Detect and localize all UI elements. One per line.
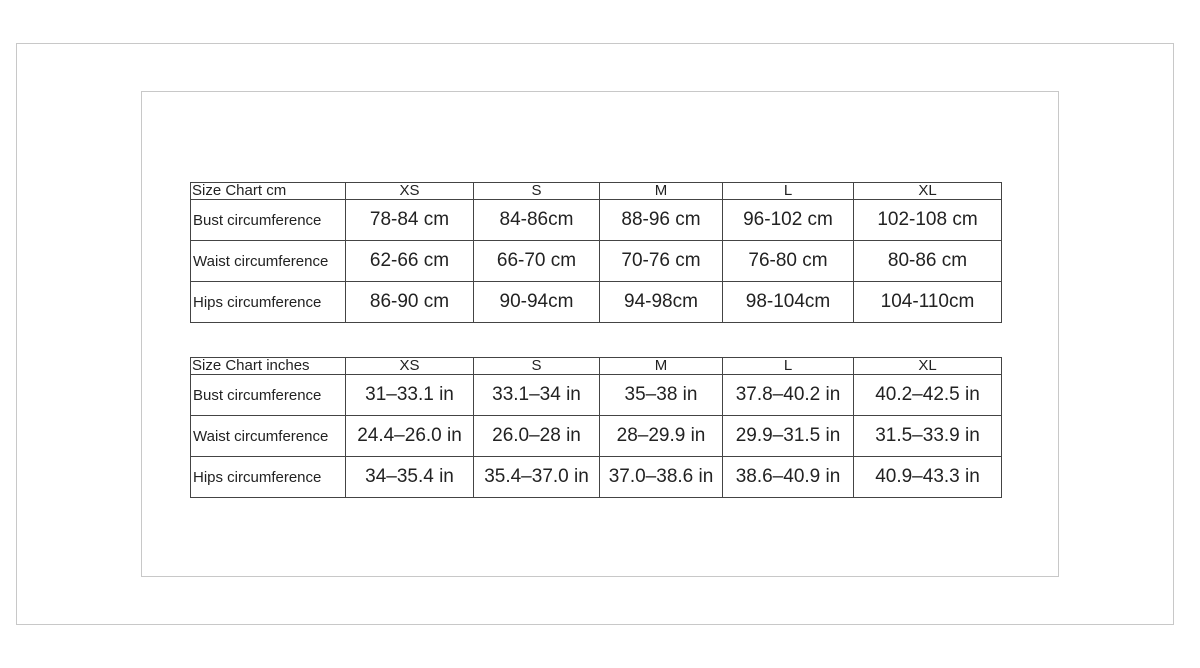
row-label: Bust circumference: [191, 200, 346, 241]
table-cell: 98-104cm: [723, 282, 854, 323]
table-cell: 88-96 cm: [600, 200, 723, 241]
size-chart-inches-table: [190, 357, 1002, 498]
table-cell: 66-70 cm: [474, 241, 600, 282]
size-xl-header: XL: [854, 358, 1002, 375]
size-l-header: L: [723, 183, 854, 200]
table-cell: 31–33.1 in: [346, 375, 474, 416]
table-cell: 40.9–43.3 in: [854, 457, 1002, 498]
table-row: [191, 457, 1002, 498]
size-l-header: L: [723, 358, 854, 375]
size-s-header: S: [474, 183, 600, 200]
header-row: [191, 183, 1002, 200]
table-cell: 34–35.4 in: [346, 457, 474, 498]
table-cell: 37.0–38.6 in: [600, 457, 723, 498]
table-cell: 104-110cm: [854, 282, 1002, 323]
row-label: Hips circumference: [191, 457, 346, 498]
table-cell: 76-80 cm: [723, 241, 854, 282]
table-cell: 24.4–26.0 in: [346, 416, 474, 457]
table-cell: 84-86cm: [474, 200, 600, 241]
table-cell: 35–38 in: [600, 375, 723, 416]
table-cell: 35.4–37.0 in: [474, 457, 600, 498]
table-row: [191, 282, 1002, 323]
inner-frame: [141, 91, 1059, 577]
table-cell: 102-108 cm: [854, 200, 1002, 241]
table-cell: 62-66 cm: [346, 241, 474, 282]
table-row: [191, 241, 1002, 282]
size-s-header: S: [474, 358, 600, 375]
table-title: Size Chart cm: [191, 183, 346, 200]
table-title: Size Chart inches: [191, 358, 346, 375]
size-xs-header: XS: [346, 358, 474, 375]
table-cell: 96-102 cm: [723, 200, 854, 241]
row-label: Waist circumference: [191, 241, 346, 282]
table-row: [191, 416, 1002, 457]
table-cell: 33.1–34 in: [474, 375, 600, 416]
row-label: Bust circumference: [191, 375, 346, 416]
table-cell: 86-90 cm: [346, 282, 474, 323]
table-cell: 78-84 cm: [346, 200, 474, 241]
size-chart-cm-table: [190, 182, 1002, 323]
table-cell: 40.2–42.5 in: [854, 375, 1002, 416]
table-cell: 70-76 cm: [600, 241, 723, 282]
size-xl-header: XL: [854, 183, 1002, 200]
row-label: Hips circumference: [191, 282, 346, 323]
size-xs-header: XS: [346, 183, 474, 200]
table-row: [191, 200, 1002, 241]
table-row: [191, 375, 1002, 416]
row-label: Waist circumference: [191, 416, 346, 457]
table-cell: 90-94cm: [474, 282, 600, 323]
table-cell: 37.8–40.2 in: [723, 375, 854, 416]
size-m-header: M: [600, 183, 723, 200]
table-cell: 38.6–40.9 in: [723, 457, 854, 498]
table-cell: 29.9–31.5 in: [723, 416, 854, 457]
table-cell: 31.5–33.9 in: [854, 416, 1002, 457]
table-cell: 28–29.9 in: [600, 416, 723, 457]
header-row: [191, 358, 1002, 375]
table-cell: 26.0–28 in: [474, 416, 600, 457]
size-m-header: M: [600, 358, 723, 375]
table-cell: 80-86 cm: [854, 241, 1002, 282]
table-cell: 94-98cm: [600, 282, 723, 323]
